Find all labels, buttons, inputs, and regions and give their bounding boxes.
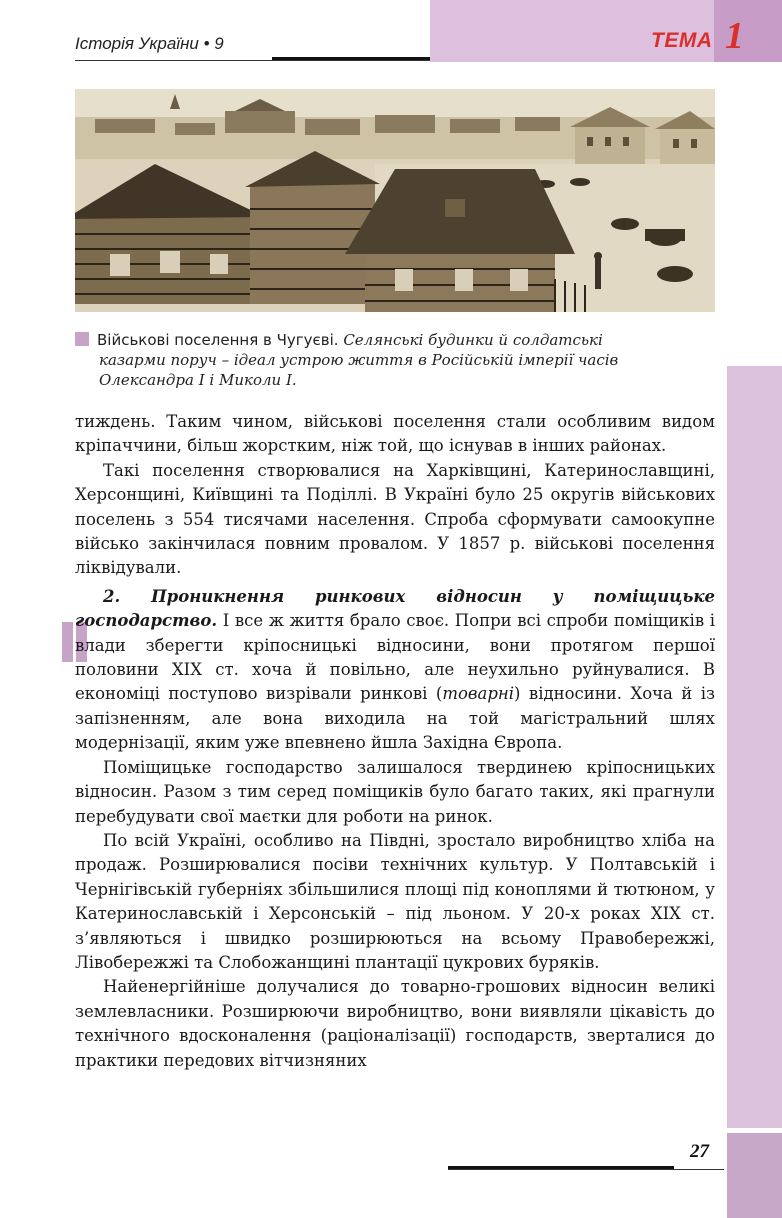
- paragraph-6: Найенергійніше долучалися до товарно-грошових відносин великі землевласники. Розширюючи виробництво, вони виявляли цікавість до технічного вдосконалення (раціоналізації) господарств, зверталися до практики передових вітчизняних: [75, 977, 715, 1070]
- paragraph-3: [75, 585, 715, 756]
- caption-italic-line2: казарми поруч – ідеал устрою життя в Російській імперії часів: [99, 351, 619, 369]
- header-rule: [75, 60, 440, 61]
- paragraph-3-text-a: І все ж життя брало своє. Попри всі спроби поміщиків і влади зберегти кріпосницькі відносини, вони протягом першої половини XIX ст. хоча й повільно, але неухильно руйнувалися. В економіці поступово визрівали ринкові (: [75, 611, 715, 704]
- tema-number: 1: [725, 15, 744, 57]
- book-title: Історія України • 9: [75, 34, 224, 53]
- side-margin-band: [727, 366, 782, 1128]
- caption-italic-line3: Олександра I і Миколи I.: [99, 371, 297, 389]
- caption-italic-line1: Селянські будинки й солдатські: [343, 331, 603, 349]
- engraving-picture: [75, 89, 715, 312]
- page-number: 27: [690, 1141, 709, 1162]
- section-2-title: 2. Проникнення ринкових відносин у поміщицьке господарство.: [75, 586, 715, 631]
- figure-caption: [75, 330, 715, 390]
- footer-rule: [448, 1169, 724, 1170]
- caption-plain-text: Військові поселення в Чугуєві.: [97, 331, 339, 349]
- paragraph-1: тиждень. Таким чином, військові поселення стали особливим видом кріпаччини, більш жорстким, ніж той, що існував в інших районах.: [75, 412, 715, 456]
- paragraph-5: По всій Україні, особливо на Півдні, зростало виробництво хліба на продаж. Розширювалися посіви технічних культур. У Полтавській і Чернігівській губерніях збільшилися площі під коноплями й тютюном, у Катеринославській і Херсонській – під льоном. У 20-х роках XIX ст. з’являються і швидко розширюються на всьому Правобережжі, Лівобережжі та Слобожанщині плантації цукрових буряків.: [75, 830, 715, 972]
- paragraph-3-text-b: ) відносини. Хоча й із запізненням, але вона виходила на той магістральний шлях модернізації, яким уже впевнено йшла Західна Європа.: [75, 684, 715, 753]
- section-marker-bar: [62, 622, 73, 662]
- side-margin-band-lower: [727, 1133, 782, 1218]
- paragraph-3-italic: товарні: [442, 684, 515, 704]
- paragraph-4: Поміщицьке господарство залишалося твердинею кріпосницьких відносин. Разом з тим серед поміщиків було багато таких, які прагнули перебудувати свої маєтки для роботи на ринок.: [75, 757, 715, 826]
- caption-marker: [75, 332, 89, 346]
- military-settlement-illustration: [75, 89, 715, 312]
- tema-label: ТЕМА: [651, 29, 713, 52]
- body-text: [75, 410, 715, 1073]
- header-rule-bold: [272, 57, 432, 60]
- paragraph-2: Такі поселення створювалися на Харківщині, Катеринославщині, Херсонщині, Київщині та Поділлі. В Україні було 25 округів військових поселень з 554 тисячами населення. Спроба сформувати самоокупне військо закінчилася повним провалом. У 1857 р. військові поселення ліквідували.: [75, 460, 715, 578]
